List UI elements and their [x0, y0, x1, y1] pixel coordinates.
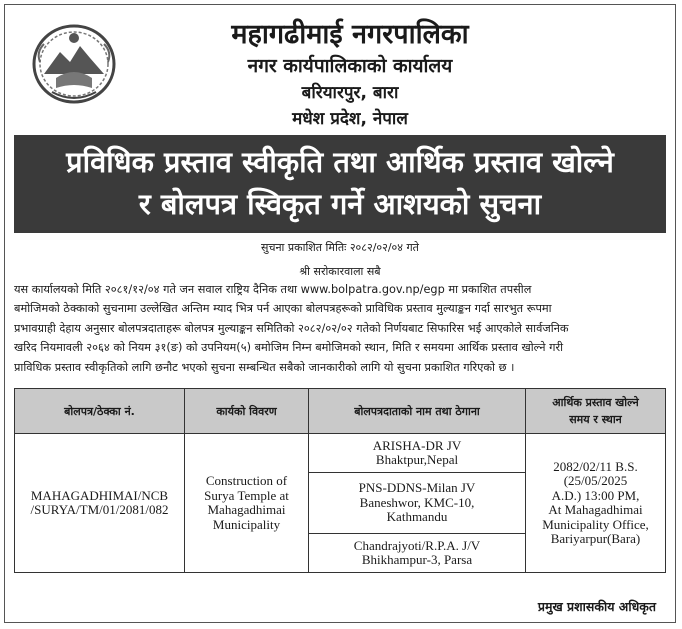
nepal-emblem-icon	[30, 22, 118, 106]
bidder-address: Bhikhampur-3, Parsa	[361, 552, 473, 567]
publish-date: सुचना प्रकाशित मितिः २०८२/०२/०४ गते	[261, 241, 419, 254]
work-line: Municipality	[212, 516, 281, 532]
bidder-name: ARISHA-DR JV	[372, 437, 462, 453]
contract-number-cell	[15, 434, 185, 573]
bidder-cell	[309, 473, 526, 534]
paragraph-line: खरिद नियमावली २०६४ को नियम ३१(ङ) को उपनियम(५) बमोजिम निम्न बमोजिमको स्थान, मिति र समयमा आर्थिक प्रस्ताव खोल्ने गरी	[14, 341, 564, 355]
header-opening	[526, 389, 666, 434]
notice-title-banner	[14, 135, 666, 233]
work-line: Mahagadhimai	[207, 502, 286, 517]
work-line: Construction of	[205, 473, 288, 488]
opening-line: A.D.) 13:00 PM,	[551, 487, 640, 503]
paragraph-line: यस कार्यालयको मिति २०८१/१२/०४ गते जन सवाल राष्ट्रिय दैनिक तथा www.bolpatra.gov.np/egp मा प्रकाशित तपसील	[14, 283, 532, 296]
bidder-address: Baneshwor, KMC-10,	[359, 494, 475, 510]
header-bidder: बोलपत्रदाताको नाम तथा ठेगाना	[309, 389, 526, 434]
office-name: महागढीमाई नगरपालिका	[231, 19, 469, 50]
work-description-cell	[185, 434, 309, 573]
table-row	[15, 434, 666, 473]
province-line: मधेश प्रदेश, नेपाल	[292, 109, 408, 129]
work-line: Surya Temple at	[204, 487, 289, 503]
opening-line: Municipality Office,	[542, 516, 649, 532]
department-name: नगर कार्यपालिकाको कार्यालय	[247, 55, 453, 77]
signatory-title: प्रमुख प्रशासकीय अधिकृत	[537, 599, 656, 614]
office-location: बरियारपुर, बारा	[301, 83, 399, 103]
title-line-1: प्रविधिक प्रस्ताव स्वीकृति तथा आर्थिक प्रस्ताव खोल्ने	[66, 145, 614, 179]
addressee: श्री सरोकारवाला सबै	[299, 265, 381, 278]
paragraph-line: बमोजिमको ठेक्काको सुचनामा उल्लेखित अन्तिम म्याद भित्र पर्न आएका बोलपत्रहरूको प्राविधिक प्रस्ताव मुल्याङ्कन गर्दा सारभुत रूपमा	[14, 302, 552, 316]
contract-table	[14, 388, 666, 573]
opening-line: (25/05/2025	[563, 473, 628, 488]
header-opening-line: आर्थिक प्रस्ताव खोल्ने	[552, 396, 639, 409]
table-header-row	[15, 389, 666, 434]
contract-number-line: /SURYA/TM/01/2081/082	[30, 502, 169, 517]
opening-line: At Mahagadhimai	[548, 502, 643, 517]
paragraph-line: प्राविधिक प्रस्ताव स्वीकृतिको लागि छनौट भएको सुचना सम्बन्धित सबैको जानकारीको लागि यो सुचना प्रकाशित गरिएको छ ।	[14, 360, 515, 374]
opening-line: 2082/02/11 B.S.	[553, 458, 638, 474]
bidder-cell	[309, 534, 526, 573]
paragraph-line: प्रभावग्राही देहाय अनुसार बोलपत्रदाताहरू बोलपत्र मुल्याङ्कन समितिको २०८२/०२/०२ गतेको निर्णयबाट सिफारिस भई आएकोले सार्वजनिक	[14, 321, 569, 335]
opening-line: Bariyarpur(Bara)	[550, 531, 641, 546]
bidder-cell	[309, 434, 526, 473]
bidder-address: Kathmandu	[386, 509, 448, 525]
bidder-address: Bhaktpur,Nepal	[375, 452, 459, 467]
opening-time-cell	[526, 434, 666, 573]
contract-number-line: MAHAGADHIMAI/NCB	[30, 487, 169, 503]
header-contract-no: बोलपत्र/ठेक्का नं.	[15, 389, 185, 434]
bidder-name: Chandrajyoti/R.P.A. J/V	[353, 537, 481, 553]
header-opening-line: समय र स्थान	[569, 413, 622, 426]
notice-paragraph	[14, 280, 664, 377]
header-work-description: कार्यको विवरण	[185, 389, 309, 434]
bidder-name: PNS-DDNS-Milan JV	[358, 480, 476, 496]
title-line-2: र बोलपत्र स्विकृत गर्ने आशयको सुचना	[138, 187, 542, 221]
